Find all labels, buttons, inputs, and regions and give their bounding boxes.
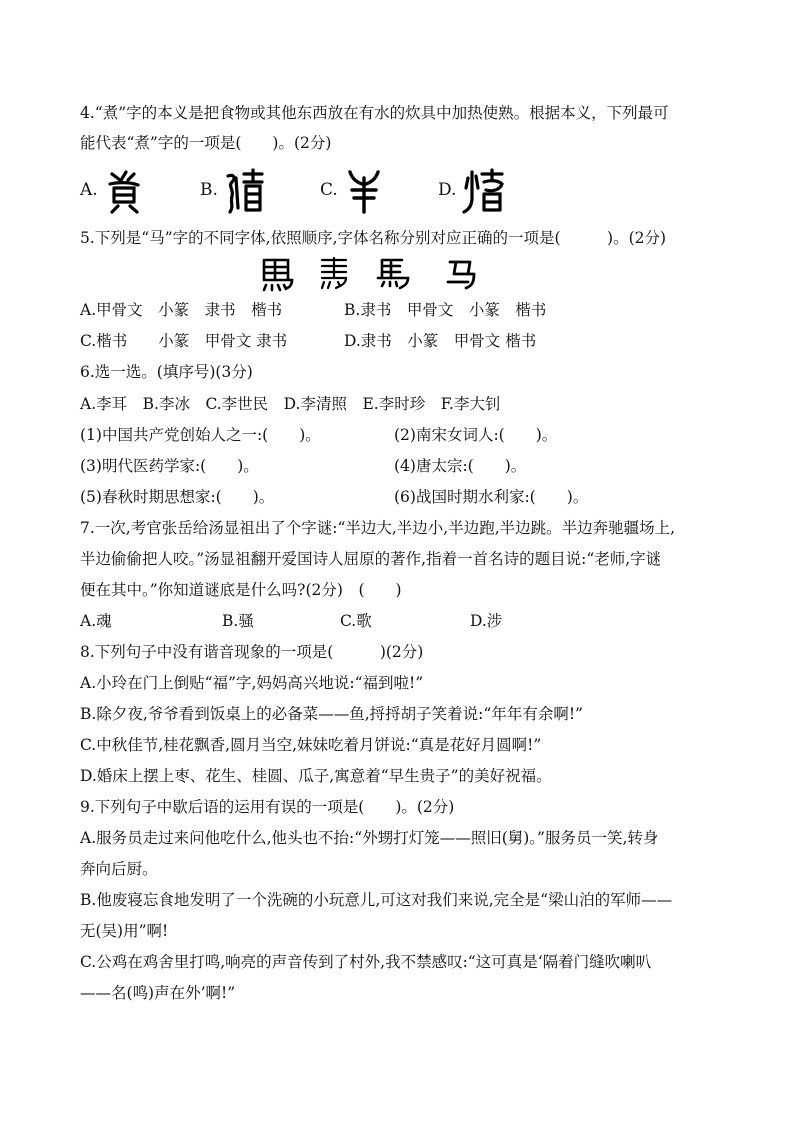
question-5-option-c: C.楷书 小篆 甲骨文 隶书: [80, 332, 288, 350]
ma-glyph-row: [258, 256, 482, 294]
question-7-option-c: C.歌: [340, 612, 372, 630]
question-8-option-c: C.中秋佳节,桂花飘香,圆月当空,妹妹吃着月饼说:“真是花好月圆啊!”: [80, 736, 542, 754]
question-7-line-3: 便在其中。”你知道谜底是什么吗?(2分) ( ): [80, 581, 402, 599]
question-7-option-a: A.魂: [80, 612, 112, 630]
seal-script-glyph-d-icon: [462, 168, 506, 214]
question-8-option-a: A.小玲在门上倒贴“福”字,妈妈高兴地说:“福到啦!”: [80, 674, 424, 692]
option-label: A.: [80, 180, 98, 200]
question-9-option-c-line-2: ——名(鸣)声在外’啊!”: [80, 984, 236, 1002]
seal-script-glyph-c-icon: [344, 168, 384, 214]
option-label: D.: [438, 180, 457, 200]
ma-clerical-glyph-icon: [374, 256, 412, 292]
question-6-item-3: (3)明代医药学家:( )。: [80, 457, 259, 475]
question-8-option-d: D.婚床上摆上枣、花生、桂圆、瓜子,寓意着“早生贵子”的美好祝福。: [80, 767, 552, 785]
ma-seal-glyph-icon: [316, 256, 352, 292]
question-9-option-a-line-1: A.服务员走过来问他吃什么,他头也不抬:“外甥打灯笼——照旧(舅)。”服务员一笑,转身: [80, 829, 659, 847]
ma-simplified-glyph-icon: [444, 256, 480, 292]
question-6-item-2: (2)南宋女词人:( )。: [394, 426, 558, 444]
question-7-option-d: D.涉: [470, 612, 503, 630]
ma-traditional-glyph-icon: [258, 256, 298, 292]
question-6-item-1: (1)中国共产党创始人之一:( )。: [80, 426, 321, 444]
seal-script-glyph-b-icon: [224, 168, 266, 214]
question-5-option-d: D.隶书 小篆 甲骨文 楷书: [344, 332, 537, 350]
question-9-option-a-line-2: 奔向后厨。: [80, 860, 158, 878]
question-4-line-1: 4.“煮”字的本义是把食物或其他东西放在有水的炊具中加热使熟。根据本义，下列最可: [80, 104, 669, 122]
question-9-option-c-line-1: C.公鸡在鸡舍里打鸣,响亮的声音传到了村外,我不禁感叹:“这可真是‘隔着门缝吹喇叭: [80, 953, 652, 971]
question-6-item-4: (4)唐太宗:( )。: [394, 457, 527, 475]
question-6-stem: 6.选一选。(填序号)(3分): [80, 363, 253, 381]
question-7-line-1: 7.一次,考官张岳给汤显祖出了个字谜:“半边大,半边小,半边跑,半边跳。半边奔驰疆场上,: [80, 519, 676, 537]
question-9-option-b-line-1: B.他废寝忘食地发明了一个洗碗的小玩意儿,可这对我们来说,完全是“梁山泊的军师——: [80, 891, 673, 909]
seal-script-glyph-a-icon: [104, 168, 144, 214]
question-7-line-2: 半边偷偷把人咬。”汤显祖翻开爱国诗人屈原的著作,指着一首名诗的题目说:“老师,字谜: [80, 550, 662, 568]
question-6-item-6: (6)战国时期水利家:( )。: [394, 488, 589, 506]
question-9-stem: 9.下列句子中歇后语的运用有误的一项是( )。(2分): [80, 798, 455, 816]
question-8-option-b: B.除夕夜,爷爷看到饭桌上的必备菜——鱼,捋捋胡子笑着说:“年年有余啊!”: [80, 705, 583, 723]
question-5-option-a: A.甲骨文 小篆 隶书 楷书: [80, 301, 283, 319]
question-8-stem: 8.下列句子中没有谐音现象的一项是( )(2分): [80, 643, 424, 661]
question-5-option-b: B.隶书 甲骨文 小篆 楷书: [344, 301, 547, 319]
question-6-item-5: (5)春秋时期思想家:( )。: [80, 488, 275, 506]
question-5-stem: 5.下列是“马”字的不同字体,依照顺序,字体名称分别对应正确的一项是( )。(2分): [80, 229, 667, 247]
option-label: B.: [200, 180, 218, 200]
option-label: C.: [320, 180, 338, 200]
question-9-option-b-line-2: 无(吴)用”啊!: [80, 922, 169, 940]
question-7-option-b: B.骚: [222, 612, 254, 630]
question-4-line-2: 能代表“煮”字的一项是( )。(2分): [80, 134, 332, 152]
question-6-choices: A.李耳 B.李冰 C.李世民 D.李清照 E.李时珍 F.李大钊: [80, 395, 501, 413]
